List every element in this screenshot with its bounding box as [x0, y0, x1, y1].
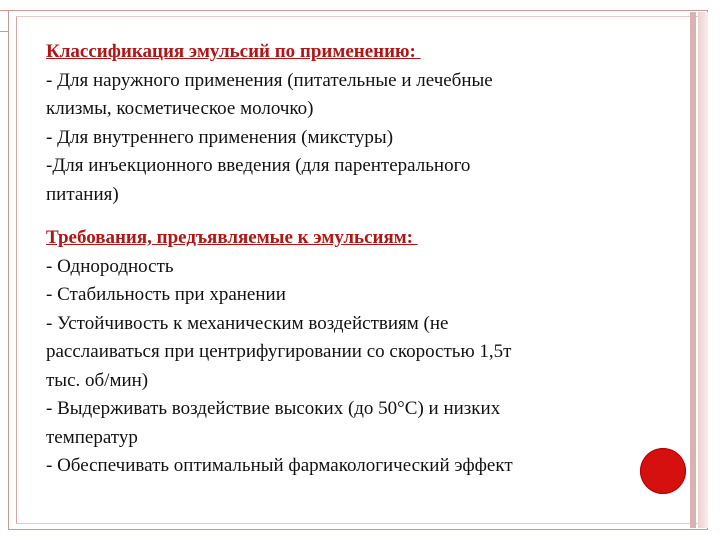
classification-line: -Для инъекционного введения (для парентерального	[46, 155, 471, 176]
requirement-line: - Выдерживать воздействие высоких (до 50°С) и низких	[46, 398, 501, 419]
requirement-line: расслаиваться при центрифугировании со скоростью 1,5т	[46, 341, 512, 362]
section-spacer	[46, 209, 646, 224]
slide-content	[46, 38, 646, 481]
classification-line: - Для внутреннего применения (микстуры)	[46, 126, 394, 148]
red-circle-decoration	[640, 448, 686, 494]
right-decor-bar	[690, 12, 696, 528]
requirement-line: - Устойчивость к механическим воздействиям (не	[46, 312, 449, 334]
requirement-line: - Стабильность при хранении	[46, 284, 286, 305]
classification-line: - Для наружного применения (питательные и лечебные	[46, 69, 493, 91]
right-decor-shadow	[698, 12, 708, 528]
classification-line: клизмы, косметическое молочко)	[46, 98, 314, 119]
requirement-line: - Однородность	[46, 255, 174, 277]
requirement-line: температур	[46, 426, 138, 448]
requirement-line: тыс. об/мин)	[46, 369, 149, 391]
requirement-line: - Обеспечивать оптимальный фармакологический эффект	[46, 455, 513, 476]
requirements-heading: Требования, предъявляемые к эмульсиям:	[46, 227, 418, 248]
classification-heading: Классификация эмульсий по применению:	[46, 41, 421, 62]
frame-corner-tick	[0, 10, 8, 32]
classification-line: питания)	[46, 183, 119, 205]
